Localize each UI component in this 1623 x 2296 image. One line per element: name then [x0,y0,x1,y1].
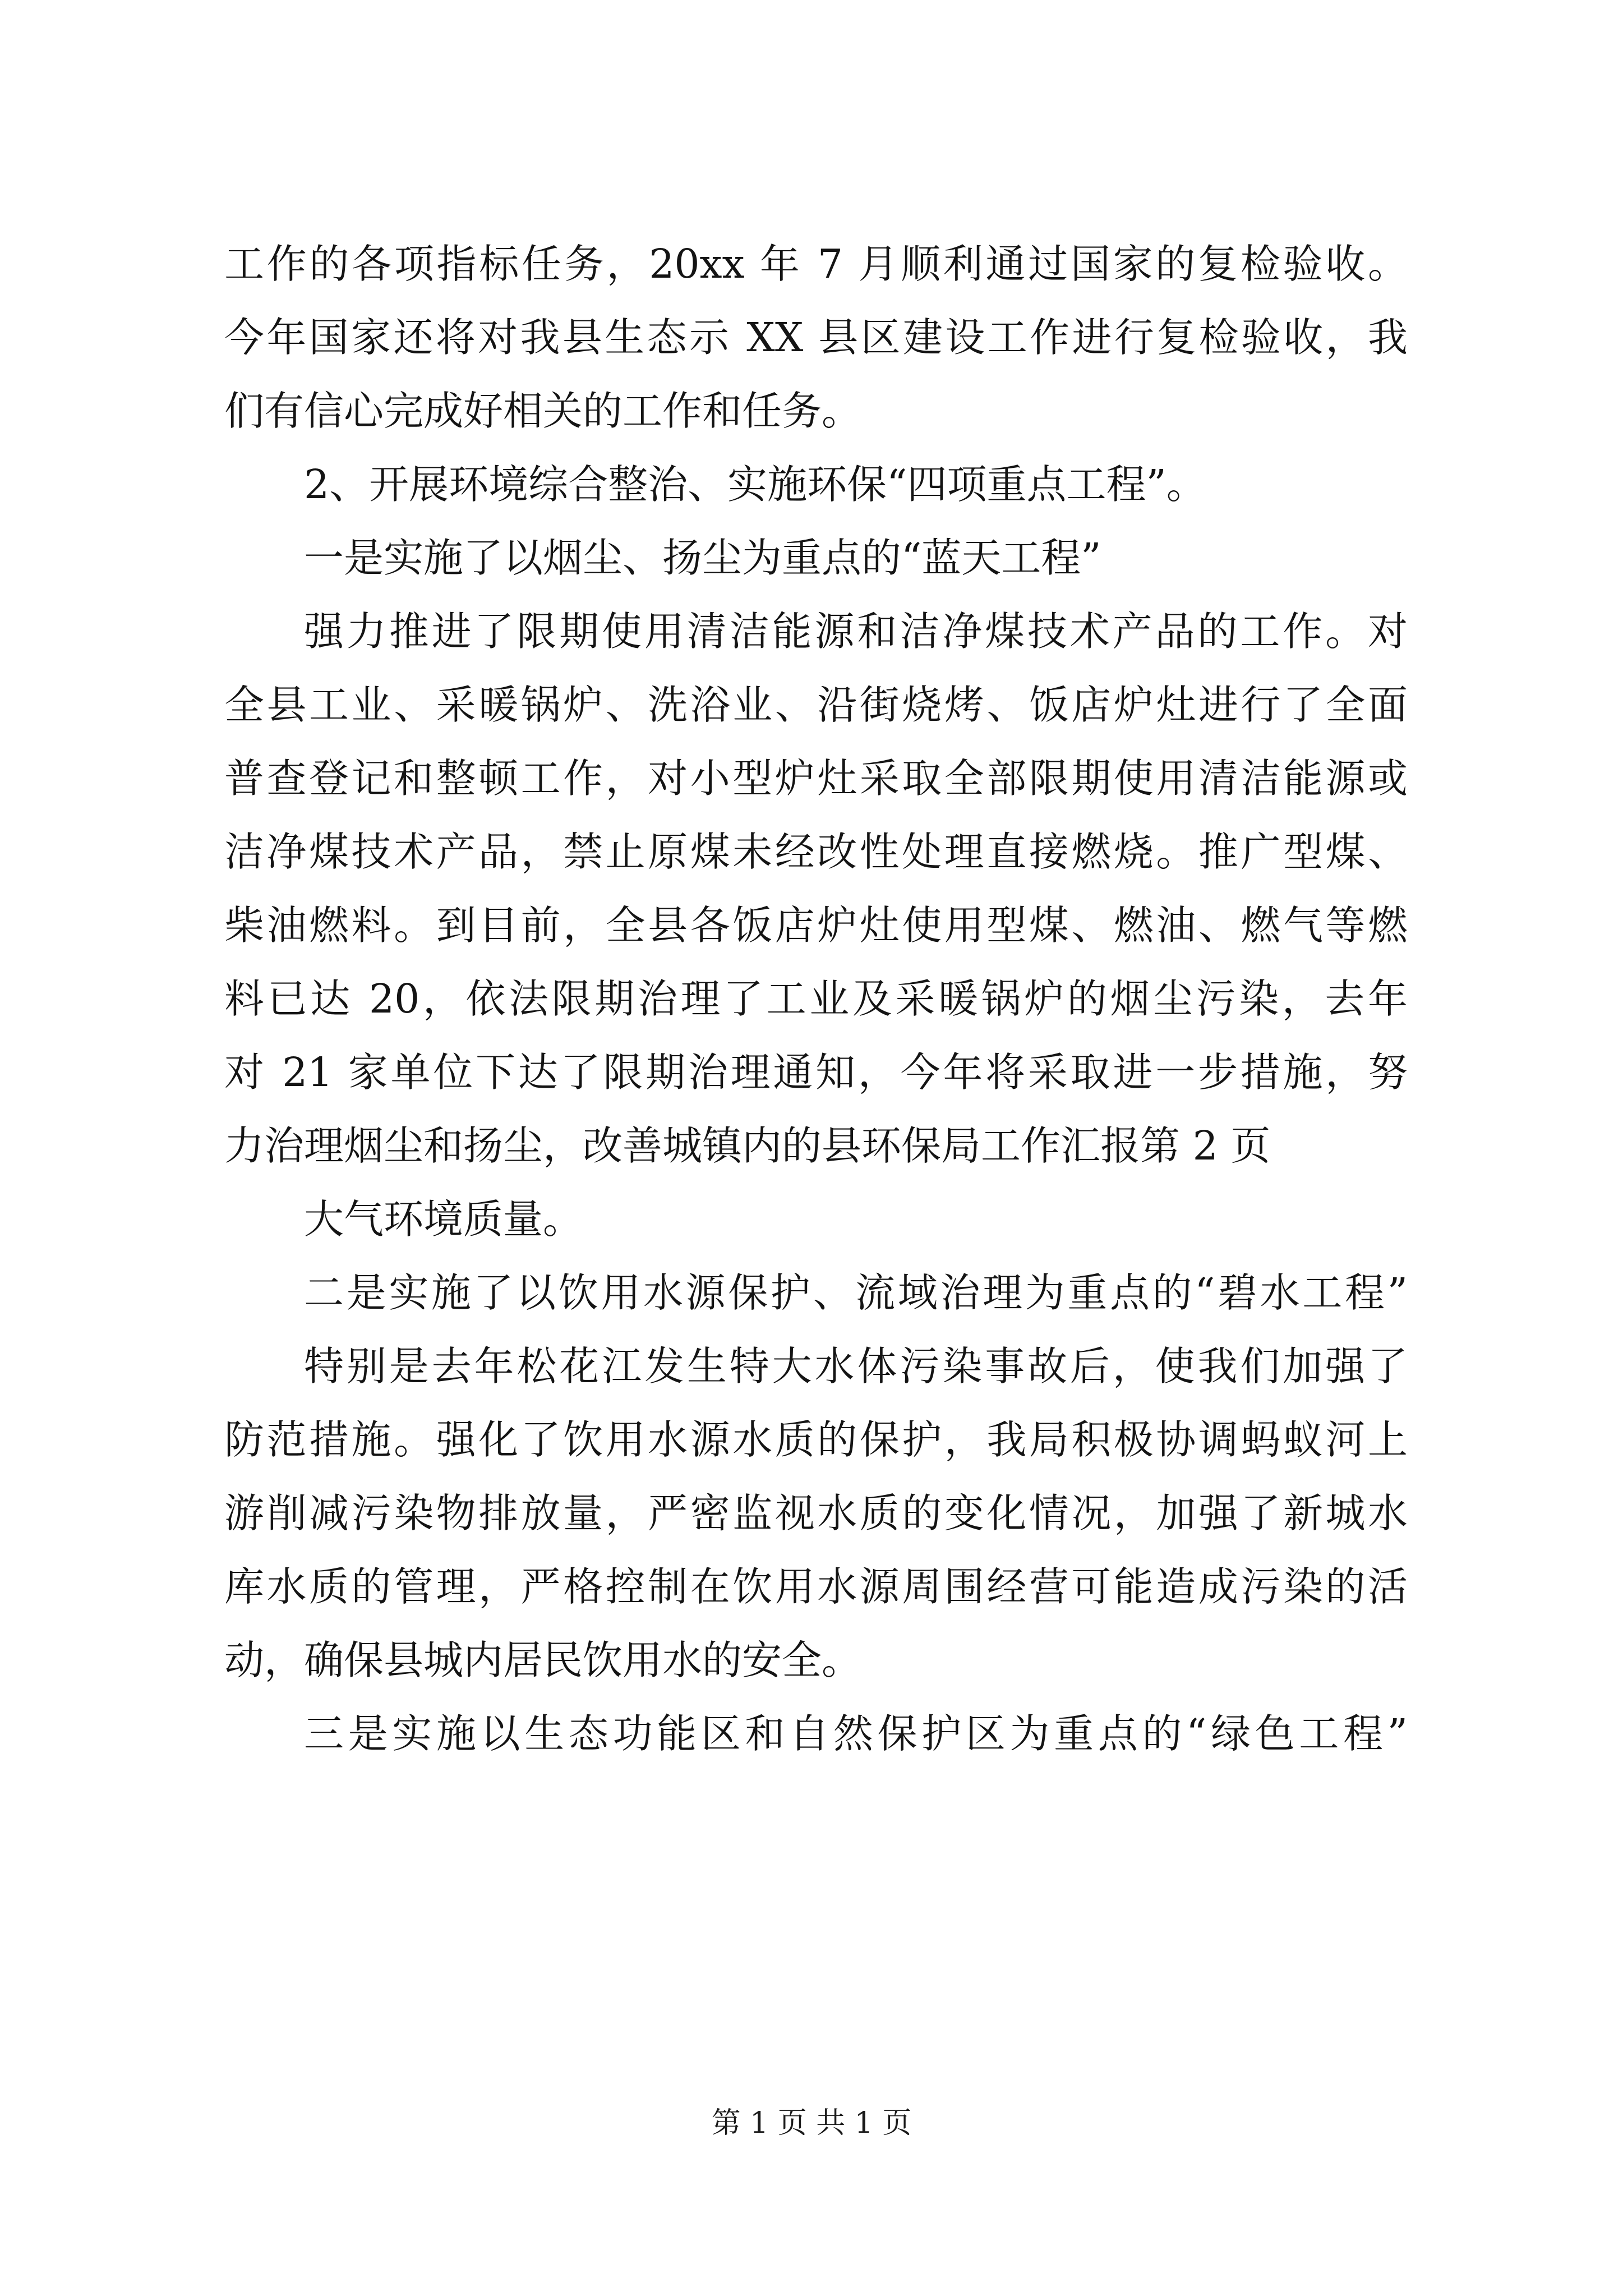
page-footer: 第 1 页 共 1 页 [711,2106,912,2140]
text-line-7: 全县工业、采暖锅炉、洗浴业、沿街烧烤、饭店炉灶进行了全面 [224,682,1408,728]
text-line-16: 特别是去年松花江发生特大水体污染事故后，使我们加强了 [304,1343,1408,1389]
text-line-10: 柴油燃料。到目前，全县各饭店炉灶使用型煤、燃油、燃气等燃 [224,902,1408,949]
text-line-12: 对 21 家单位下达了限期治理通知，今年将采取进一步措施，努 [224,1049,1408,1096]
text-line-3: 们有信心完成好相关的工作和任务。 [224,388,862,434]
text-line-13: 力治理烟尘和扬尘，改善城镇内的县环保局工作汇报第 2 页 [224,1122,1271,1169]
text-line-17: 防范措施。强化了饮用水源水质的保护，我局积极协调蚂蚁河上 [224,1416,1408,1463]
document-body [224,227,1408,1770]
text-line-20: 动，确保县城内居民饮用水的安全。 [224,1637,862,1683]
text-line-2: 今年国家还将对我县生态示 XX 县区建设工作进行复检验收，我 [224,314,1408,361]
subheading-blue-sky-project: 一是实施了以烟尘、扬尘为重点的“蓝天工程” [304,535,1101,581]
section-heading-2: 2、开展环境综合整治、实施环保“四项重点工程”。 [304,461,1206,508]
subheading-green-project: 三是实施以生态功能区和自然保护区为重点的“绿色工程” [304,1710,1408,1757]
subheading-clear-water-project: 二是实施了以饮用水源保护、流域治理为重点的“碧水工程” [304,1269,1408,1316]
text-line-19: 库水质的管理，严格控制在饮用水源周围经营可能造成污染的活 [224,1563,1408,1610]
text-line-18: 游削减污染物排放量，严密监视水质的变化情况，加强了新城水 [224,1490,1408,1536]
text-line-11: 料已达 20，依法限期治理了工业及采暖锅炉的烟尘污染，去年 [224,976,1408,1022]
text-line-8: 普查登记和整顿工作，对小型炉灶采取全部限期使用清洁能源或 [224,755,1408,802]
text-line-1: 工作的各项指标任务，20xx 年 7 月顺利通过国家的复检验收。 [224,241,1408,287]
text-line-6: 强力推进了限期使用清洁能源和洁净煤技术产品的工作。对 [304,608,1408,655]
text-line-9: 洁净煤技术产品，禁止原煤未经改性处理直接燃烧。推广型煤、 [224,829,1408,875]
text-line-14: 大气环境质量。 [304,1196,583,1243]
